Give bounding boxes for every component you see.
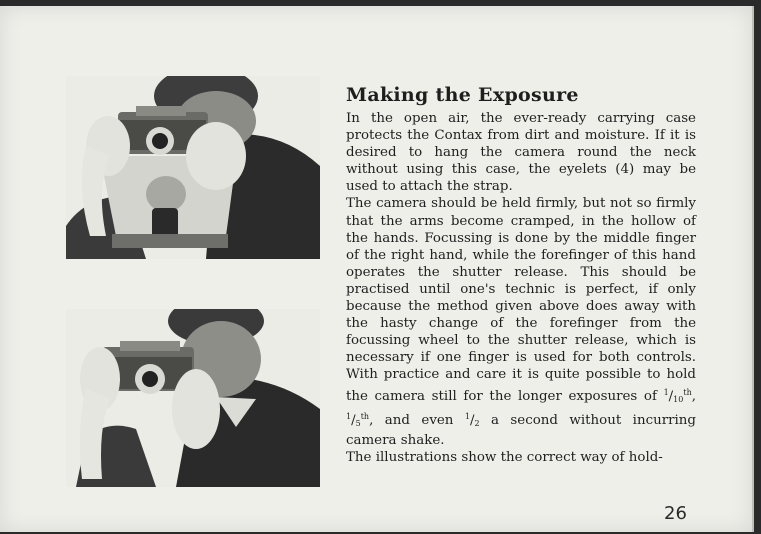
- fraction-half: $^1/_2$: [464, 411, 480, 428]
- paragraph-holding-camera: [346, 195, 696, 448]
- paragraph-illustrations: The illustrations show the correct way of hold-: [346, 449, 663, 465]
- separator-1: ,: [691, 388, 696, 404]
- section-heading: Making the Exposure: [346, 84, 579, 106]
- photo-holding-camera-eye-level: [66, 309, 320, 487]
- separator-2: , and even: [369, 412, 465, 428]
- manual-page: [0, 6, 754, 532]
- body-text: [346, 110, 696, 466]
- text-column: [346, 84, 696, 466]
- paragraph-holding-camera-text: The camera should be held firmly, but not so firmly that the arms become cramped, in the hollow of the hands. Focussing is done by the middle finger of the right hand, while the forefinger of this hand operates the shutter release. This should be practised until one's technic is perfect, if only because the method given above does away with the hasty change of the forefinger from the focussing wheel to the shutter release, which is necessary if one finger is used for both controls. With practice and care it is quite possible to hold the camera still for the longer exposures of: [346, 196, 696, 404]
- photo-holding-camera-with-case: [66, 76, 320, 259]
- fraction-tenth: $^1/_{10}^{th}$: [663, 387, 692, 404]
- page-number: 26: [664, 503, 687, 524]
- fraction-fifth: $^1/_5^{th}$: [346, 411, 370, 428]
- paragraph-carrying-case: In the open air, the ever-ready carrying case protects the Contax from dirt and moisture. If it is desired to hang the camera round the neck without using this case, the eyelets (4) may be used to attach the strap.: [346, 111, 696, 195]
- paragraph-holding-camera-end: a second without incurring camera shake.: [346, 412, 696, 448]
